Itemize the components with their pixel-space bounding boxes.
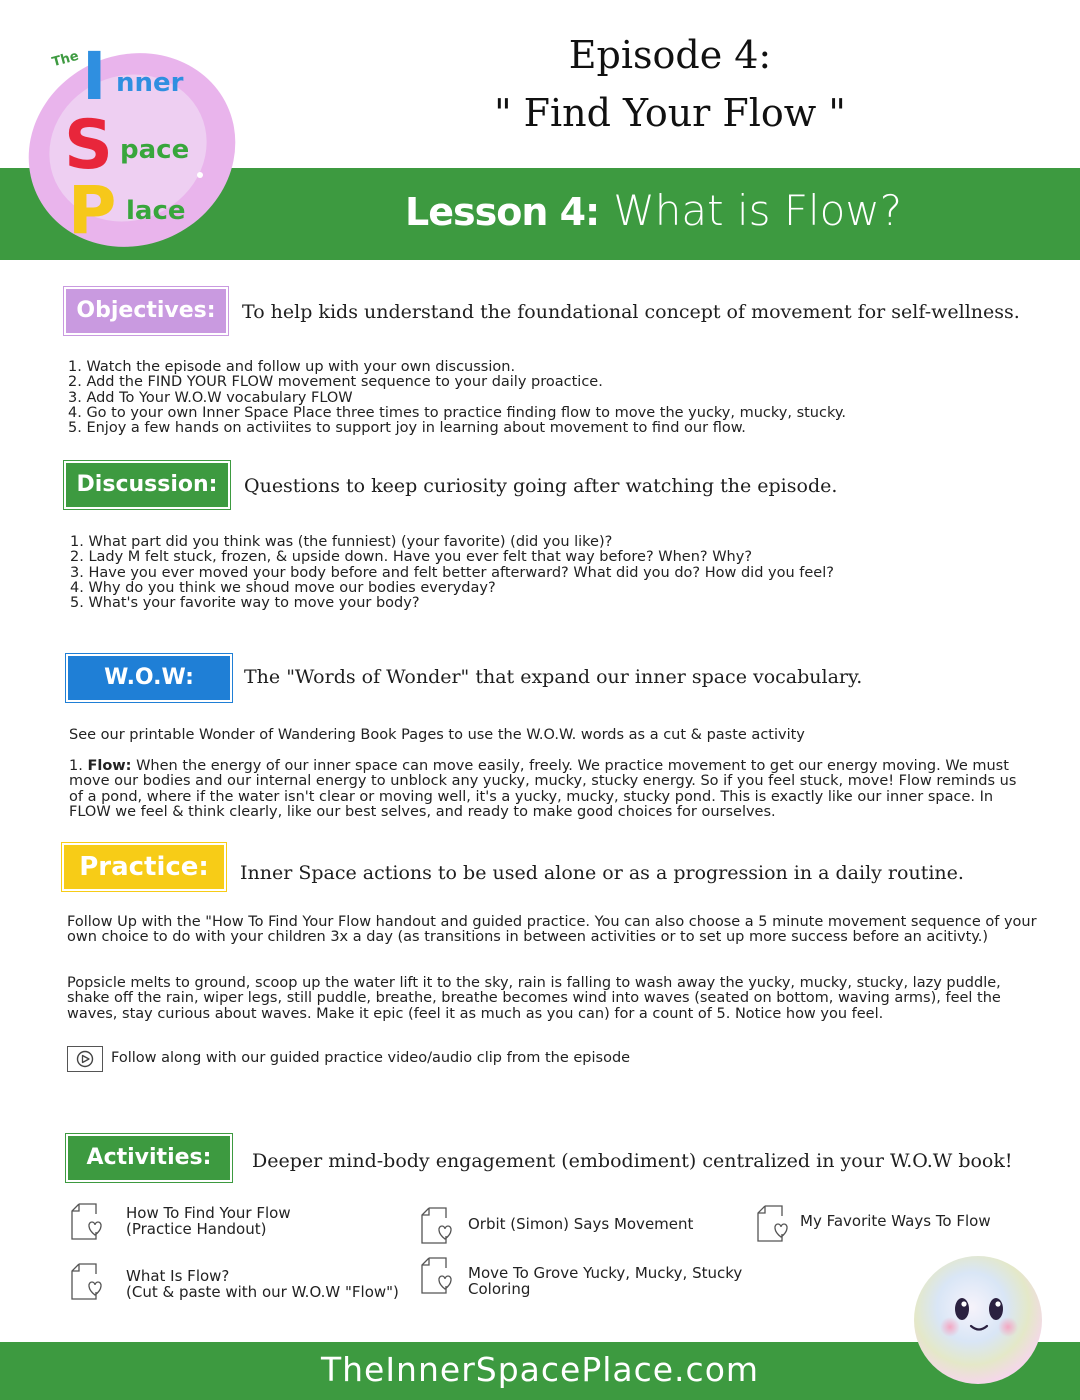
list-item: 4. Why do you think we shoud move our bodies everyday? bbox=[70, 579, 496, 596]
wow-tag: W.O.W: bbox=[68, 656, 230, 700]
activity-item-orbit-says[interactable] bbox=[420, 1206, 456, 1250]
logo-the: The bbox=[50, 48, 81, 71]
list-item: 1. Watch the episode and follow up with your own discussion. bbox=[68, 359, 516, 375]
flow-term: Flow: bbox=[87, 758, 132, 774]
list-item: 5. What's your favorite way to move your body? bbox=[70, 595, 420, 612]
flow-text: When the energy of our inner space can move easily, freely. We practice movement to get our energy moving. We must move our bodies and our internal energy to unblock any yucky, mucky, stucky energy. So if you feel stuck, move! Flow reminds us of a pond, where if the water isn't clear or moving well, it's a yucky, mucky, stucky pond. This is exactly like our inner space. In FLOW we feel & think clearly, like our best selves, and ready to make good choices for ourselves. bbox=[69, 758, 1017, 820]
list-item: 2. Lady M felt stuck, frozen, & upside down. Have you ever felt that way before? When? Why? bbox=[70, 549, 753, 566]
footer-url[interactable]: TheInnerSpacePlace.com bbox=[320, 1350, 760, 1389]
activity-line: Coloring bbox=[468, 1280, 531, 1298]
activity-label[interactable] bbox=[126, 1205, 291, 1237]
activity-line: What Is Flow? bbox=[126, 1267, 230, 1285]
activity-line: (Practice Handout) bbox=[126, 1220, 267, 1238]
episode-title: " Find Your Flow " bbox=[494, 91, 846, 135]
document-heart-icon bbox=[756, 1204, 792, 1244]
document-heart-icon bbox=[70, 1202, 106, 1242]
activity-label[interactable] bbox=[468, 1216, 693, 1232]
wow-flow-definition bbox=[69, 759, 1029, 820]
list-item: 4. Go to your own Inner Space Place three times to practice finding flow to move the yucky, mucky, stucky. bbox=[68, 404, 846, 421]
document-heart-icon bbox=[420, 1206, 456, 1246]
discussion-description: Questions to keep curiosity going after watching the episode. bbox=[244, 475, 838, 497]
play-video-button[interactable] bbox=[67, 1046, 103, 1072]
practice-paragraph-1: Follow Up with the "How To Find Your Flow handout and guided practice. You can also choose a 5 minute movement sequence of your own choice to do with your children 3x a day (as transitions in between activities or to set up more success before an acitivty.) bbox=[67, 914, 1037, 946]
objectives-list bbox=[68, 360, 846, 436]
list-item: 3. Have you ever moved your body before and felt better afterward? What did you do? How did you feel? bbox=[70, 564, 834, 581]
activity-line: Orbit (Simon) Says Movement bbox=[468, 1215, 694, 1233]
discussion-list bbox=[70, 535, 834, 611]
discussion-tag: Discussion: bbox=[66, 463, 228, 507]
activity-label[interactable] bbox=[800, 1213, 991, 1229]
activity-label[interactable] bbox=[126, 1268, 399, 1300]
list-item: 1. What part did you think was (the funniest) (your favorite) (did you like)? bbox=[70, 534, 613, 550]
activity-line: My Favorite Ways To Flow bbox=[800, 1212, 991, 1230]
list-item: 3. Add To Your W.O.W vocabulary FLOW bbox=[68, 389, 353, 406]
activity-item-what-is-flow[interactable] bbox=[70, 1262, 106, 1306]
activity-item-how-to-find-your-flow[interactable] bbox=[70, 1202, 106, 1246]
lesson-title: What is Flow? bbox=[613, 186, 903, 235]
logo-letter-p: P bbox=[68, 172, 117, 249]
play-icon bbox=[68, 1047, 102, 1071]
practice-description: Inner Space actions to be used alone or as a progression in a daily routine. bbox=[240, 862, 964, 884]
document-heart-icon bbox=[70, 1262, 106, 1302]
wow-note: See our printable Wonder of Wandering Book Pages to use the W.O.W. words as a cut & paste activity bbox=[69, 727, 805, 743]
logo-letter-s: S bbox=[64, 106, 113, 185]
document-heart-icon bbox=[420, 1256, 456, 1296]
objectives-tag: Objectives: bbox=[66, 289, 226, 333]
activities-description: Deeper mind-body engagement (embodiment) centralized in your W.O.W book! bbox=[252, 1150, 1013, 1172]
logo-word-pace: pace bbox=[120, 135, 190, 165]
objectives-description: To help kids understand the foundational concept of movement for self-wellness. bbox=[242, 301, 1020, 323]
logo bbox=[20, 40, 245, 255]
activity-item-my-favorite-ways[interactable] bbox=[756, 1204, 792, 1248]
activity-line: (Cut & paste with our W.O.W "Flow") bbox=[126, 1283, 399, 1301]
practice-tag: Practice: bbox=[64, 845, 224, 889]
lesson-label: Lesson 4: bbox=[405, 190, 600, 234]
practice-paragraph-2: Popsicle melts to ground, scoop up the water lift it to the sky, rain is falling to wash away the yucky, mucky, stucky, lazy puddle, shake off the rain, wiper legs, still puddle, breathe, breathe becomes wind into waves (seated on bottom, waving arms), feel the waves, stay curious about waves. Make it epic (feel it as much as you can) for a count of 5. Notice how you feel. bbox=[67, 975, 1001, 1022]
wow-description: The "Words of Wonder" that expand our inner space vocabulary. bbox=[244, 666, 863, 688]
list-item: 5. Enjoy a few hands on activiites to support joy in learning about movement to find our flow. bbox=[68, 420, 746, 437]
episode-heading bbox=[400, 26, 940, 142]
flow-number: 1. bbox=[69, 758, 83, 774]
episode-number: Episode 4: bbox=[568, 33, 772, 77]
lesson-heading bbox=[405, 186, 902, 235]
activity-line: How To Find Your Flow bbox=[126, 1204, 291, 1222]
activities-tag: Activities: bbox=[68, 1136, 230, 1180]
activity-line: Move To Grove Yucky, Mucky, Stucky bbox=[468, 1264, 743, 1282]
logo-letter-i: I bbox=[82, 38, 107, 115]
list-item: 2. Add the FIND YOUR FLOW movement sequence to your daily proactice. bbox=[68, 374, 603, 391]
activity-label[interactable] bbox=[468, 1265, 742, 1297]
activity-item-move-to-grove[interactable] bbox=[420, 1256, 456, 1300]
video-link[interactable]: Follow along with our guided practice video/audio clip from the episode bbox=[111, 1050, 631, 1066]
logo-word-lace: lace bbox=[126, 196, 186, 226]
logo-word-nner: nner bbox=[116, 68, 184, 98]
